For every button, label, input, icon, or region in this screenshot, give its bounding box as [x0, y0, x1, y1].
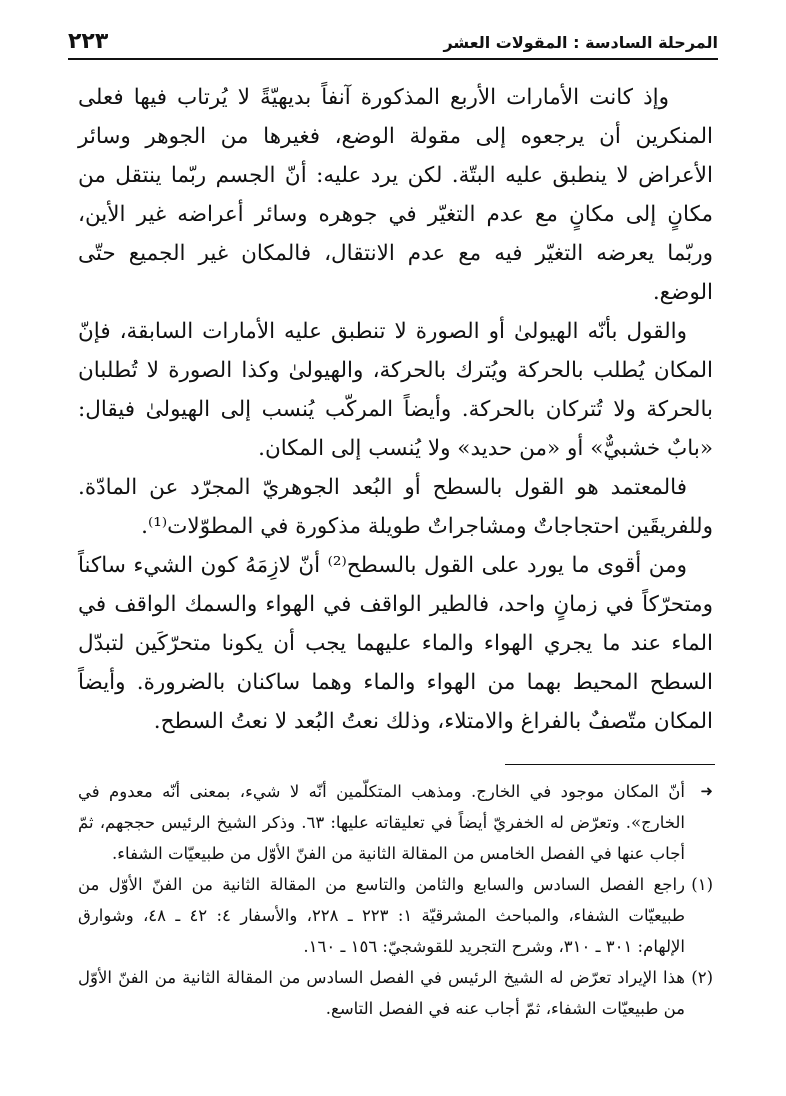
footnote-marker: (١) [691, 875, 713, 894]
arrow-left-icon: ➜ [700, 782, 713, 800]
footnote-text: راجع الفصل السادس والسابع والثامن والتاسع من المقالة الثانية من الفنّ الأوّل من طبيعيّات الشفاء، والمباحث المشرقيّة ١: ٢٢٣ ـ ٢٢٨، والأسفار ٤: ٤٢ ـ ٤٨، وشوارق الإلهام: ٣٠١ ـ ٣١٠، وشرح التجريد للقوشجيّ: ١٥٦ ـ ١٦٠. [78, 875, 686, 956]
paragraph: ومن أقوى ما يورد على القول بالسطح⁽²⁾ أنّ لازِمَهُ كون الشيء ساكناً ومتحرّكاً في زمانٍ واحد، فالطير الواقف في الهواء والسمك الواقف في الماء عند ما يجري الهواء والماء عليهما يجب أن يكونا متحرّكَين لتبدّل السطح المحيط بهما من الهواء والماء وهما ساكنان بالضرورة. وأيضاً المكان متّصفٌ بالفراغ والامتلاء، وذلك نعتُ البُعد لا نعتُ السطح. [78, 553, 713, 734]
paragraph: والقول بأنّه الهيولىٰ أو الصورة لا تنطبق عليه الأمارات السابقة، فإنّ المكان يُطلب بالحركة ويُترك بالحركة، والهيولىٰ وكذا الصورة لا تُطلبان بالحركة ولا تُتركان بالحركة. وأيضاً المركّب يُنسب إلى الهيولىٰ فيقال: «بابٌ خشبيٌّ» أو «من حديد» ولا يُنسب إلى المكان. [78, 319, 713, 461]
header-divider [68, 58, 718, 60]
footnote-divider [505, 764, 715, 765]
main-text [78, 78, 713, 741]
page-number: ٢٢٣ [68, 29, 109, 54]
footnote-2 [78, 962, 713, 1024]
footnote-marker: (٢) [691, 968, 713, 987]
paragraph: وإذ كانت الأمارات الأربع المذكورة آنفاً بديهيّةً لا يُرتاب فيها فعلى المنكرين أن يرجعوه إلى مقولة الوضع، فغيرها من الجوهر وسائر الأعراض لا ينطبق عليه البتّة. لكن يرد عليه: أنّ الجسم ربّما ينتقل من مكانٍ إلى مكانٍ مع عدم التغيّر في جوهره وسائر أعراضه غير الأين، وربّما يعرضه التغيّر فيه مع عدم الانتقال، فالمكان غير الجميع حتّى الوضع. [78, 85, 713, 305]
paragraph: فالمعتمد هو القول بالسطح أو البُعد الجوهريّ المجرّد عن المادّة. وللفريقَين احتجاجاتٌ ومشاجراتٌ طويلة مذكورة في المطوّلات⁽¹⁾. [78, 475, 713, 539]
footnote-1 [78, 869, 713, 962]
footnotes [78, 776, 713, 1024]
page-header [68, 22, 718, 56]
running-head: المرحلة السادسة : المقولات العشر [443, 33, 718, 52]
footnote-continued [78, 776, 713, 869]
footnote-text: أنّ المكان موجود في الخارج. ومذهب المتكلّمين أنّه لا شيء، بمعنى أنّه معدوم في الخارج». وتعرّض له الخفريّ أيضاً في تعليقاته عليها: ٦٣. وذكر الشيخ الرئيس حججهم، ثمّ أجاب عنها في الفصل الخامس من المقالة الثانية من الفنّ الأوّل من طبيعيّات الشفاء. [78, 782, 686, 863]
footnote-text: هذا الإيراد تعرّض له الشيخ الرئيس في الفصل السادس من المقالة الثانية من الفنّ الأوّل من طبيعيّات الشفاء، ثمّ أجاب عنه في الفصل التاسع. [78, 968, 685, 1018]
